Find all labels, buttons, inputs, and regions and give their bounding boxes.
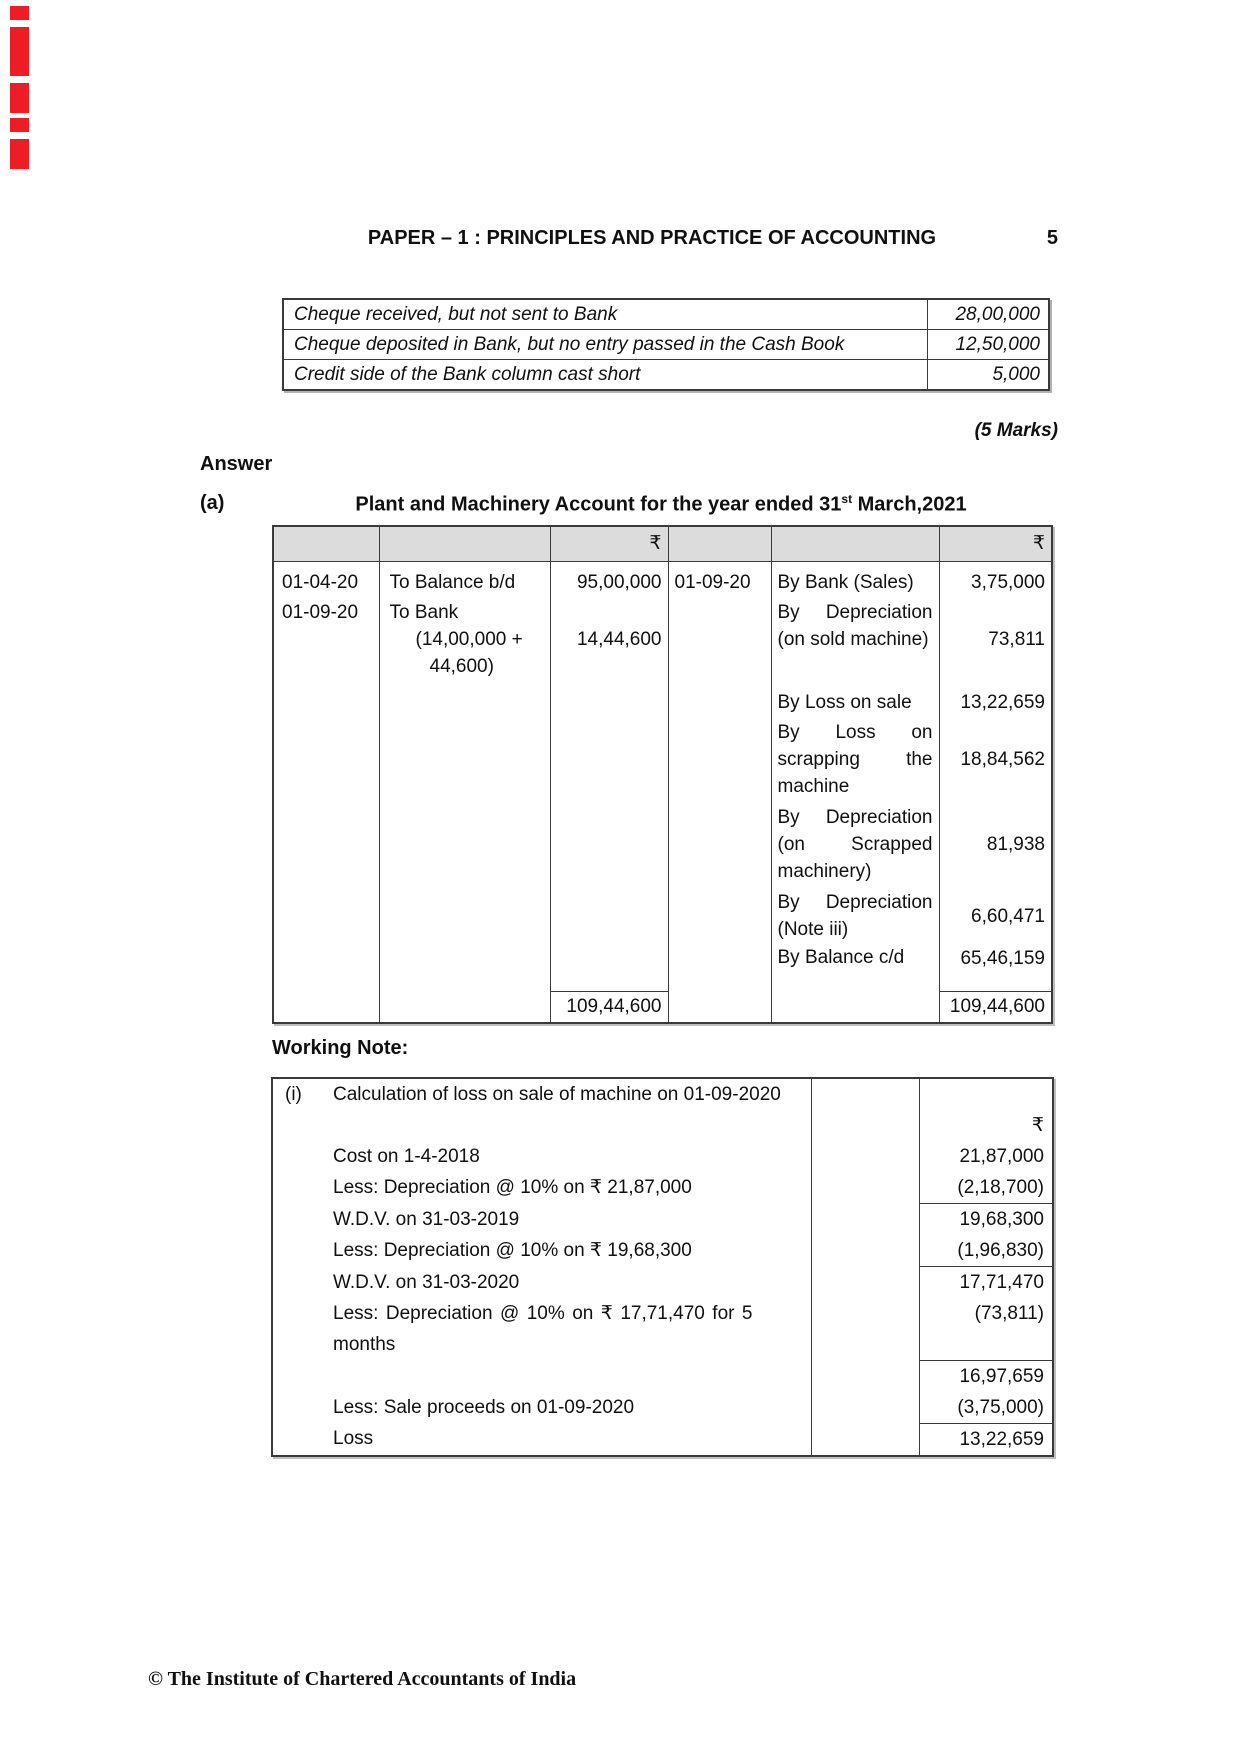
ledger-title-superscript: st (841, 492, 853, 506)
table-row (272, 1360, 1053, 1392)
note-label: W.D.V. on 31-03-2019 (272, 1204, 811, 1236)
note-label: Less: Depreciation @ 10% on ₹ 19,68,300 (272, 1235, 811, 1267)
debit-particulars (379, 561, 550, 991)
empty-cell (919, 1078, 1053, 1110)
table-row (272, 1078, 1053, 1110)
item-amount: 28,00,000 (927, 299, 1049, 330)
note-label: Less: Sale proceeds on 01-09-2020 (272, 1392, 811, 1424)
note-amount: 13,22,659 (919, 1423, 1053, 1456)
debit-date: 01-09-20 (282, 601, 359, 623)
empty-cell (811, 1392, 919, 1424)
ledger-title-text: Plant and Machinery Account for the year ended 31 (355, 493, 842, 516)
empty-cell (668, 991, 771, 1023)
table-row (272, 1392, 1053, 1424)
note-label: W.D.V. on 31-03-2020 (272, 1267, 811, 1299)
note-label: Less: Depreciation @ 10% on ₹ 17,71,470 for 5 months (272, 1298, 811, 1360)
item-amount: 5,000 (927, 360, 1049, 391)
entry-line: (14,00,000 + (415, 628, 523, 650)
note-amount: (73,811) (919, 1298, 1053, 1360)
table-row (272, 1235, 1053, 1267)
empty-cell (811, 1110, 919, 1141)
note-label: Loss (272, 1423, 811, 1456)
ledger-body-row (273, 561, 1052, 991)
empty-cell (811, 1423, 919, 1456)
page-header (272, 227, 1058, 250)
redaction-mark (10, 27, 29, 76)
header-title: PAPER – 1 : PRINCIPLES AND PRACTICE OF ACCOUNTING (367, 227, 937, 249)
note-number: (i) (285, 1084, 302, 1105)
table-row (272, 1141, 1053, 1172)
table-row (272, 1298, 1053, 1360)
redaction-mark (10, 139, 29, 169)
table-row (283, 299, 1049, 330)
entry-line: 44,600) (429, 655, 494, 677)
answer-part-title (200, 492, 1050, 517)
note-title: Calculation of loss on sale of machine on 01-09-2020 (333, 1084, 781, 1105)
amount: 65,46,159 (960, 947, 1045, 969)
credit-amounts (939, 561, 1052, 991)
copyright-footer: © The Institute of Chartered Accountants of India (148, 1668, 577, 1690)
header-cell (668, 526, 771, 561)
note-label: Less: Depreciation @ 10% on ₹ 21,87,000 (272, 1172, 811, 1204)
table-row (283, 330, 1049, 360)
currency-header: ₹ (939, 526, 1052, 561)
amount: 13,22,659 (960, 691, 1045, 713)
ledger-entry (390, 599, 546, 680)
part-label: (a) (200, 492, 225, 514)
header-cell (379, 526, 550, 561)
credit-particulars (771, 561, 939, 991)
note-amount: (1,96,830) (919, 1235, 1053, 1267)
table-row (272, 1110, 1053, 1141)
currency-header: ₹ (550, 526, 668, 561)
note-title-cell (272, 1078, 811, 1110)
header-cell (273, 526, 379, 561)
table-row (283, 360, 1049, 391)
credit-date: 01-09-20 (674, 571, 751, 593)
table-row (272, 1423, 1053, 1456)
marks-note: (5 Marks) (974, 420, 1058, 441)
empty-cell (811, 1172, 919, 1204)
ledger-entry: By Depreciation (Note iii) (777, 891, 933, 940)
empty-cell (379, 991, 550, 1023)
empty-cell (811, 1298, 919, 1360)
amount: 6,60,471 (971, 905, 1045, 927)
working-note-heading: Working Note: (272, 1037, 409, 1059)
plant-machinery-ledger-table (272, 525, 1053, 1024)
ledger-header-row (273, 526, 1052, 561)
ledger-entry: By Depreciation (on sold machine) (777, 601, 933, 650)
working-note-table (271, 1077, 1054, 1457)
redaction-mark (10, 6, 29, 20)
bank-reconciliation-table (282, 298, 1050, 391)
note-amount: 21,87,000 (919, 1141, 1053, 1172)
page-number: 5 (1046, 227, 1058, 249)
empty-cell (811, 1141, 919, 1172)
amount: 81,938 (986, 833, 1045, 855)
empty-cell (811, 1267, 919, 1299)
amount: 18,84,562 (960, 748, 1045, 770)
currency-header: ₹ (919, 1110, 1053, 1141)
item-label: Cheque deposited in Bank, but no entry passed in the Cash Book (283, 330, 927, 360)
answer-heading: Answer (200, 453, 273, 475)
empty-cell (272, 1110, 811, 1141)
ledger-entry: By Balance c/d (777, 946, 905, 968)
item-amount: 12,50,000 (927, 330, 1049, 360)
ledger-title-suffix: March,2021 (852, 493, 967, 516)
amount: 14,44,600 (576, 628, 662, 650)
credit-dates (668, 561, 771, 991)
ledger-entry: By Depreciation (on Scrapped machinery) (777, 806, 933, 882)
ledger-title (272, 492, 1050, 517)
empty-cell (273, 991, 379, 1023)
amount: 95,00,000 (576, 571, 662, 593)
redaction-mark (10, 118, 29, 132)
empty-cell (771, 991, 939, 1023)
debit-amounts (550, 561, 668, 991)
empty-cell (811, 1360, 919, 1392)
table-row (272, 1204, 1053, 1236)
empty-cell (811, 1078, 919, 1110)
item-label: Credit side of the Bank column cast short (283, 360, 927, 391)
ledger-entry: By Bank (Sales) (777, 571, 914, 593)
ledger-entry: By Loss on sale (777, 691, 912, 713)
debit-dates (273, 561, 379, 991)
entry-line: To Bank (389, 601, 459, 623)
debit-date: 01-04-20 (282, 571, 359, 593)
header-cell (771, 526, 939, 561)
table-row (272, 1172, 1053, 1204)
amount: 3,75,000 (971, 571, 1045, 593)
note-amount: 16,97,659 (919, 1360, 1053, 1392)
credit-total: 109,44,600 (939, 991, 1052, 1023)
note-amount: (3,75,000) (919, 1392, 1053, 1424)
table-row (272, 1267, 1053, 1299)
redaction-mark (10, 83, 29, 113)
ledger-entry: To Balance b/d (389, 571, 516, 593)
debit-total: 109,44,600 (550, 991, 668, 1023)
note-label: Cost on 1-4-2018 (272, 1141, 811, 1172)
note-amount: (2,18,700) (919, 1172, 1053, 1204)
note-amount: 17,71,470 (919, 1267, 1053, 1299)
item-label: Cheque received, but not sent to Bank (283, 299, 927, 330)
amount: 73,811 (988, 628, 1045, 650)
ledger-entry: By Loss on scrapping the machine (777, 721, 933, 797)
ledger-total-row (273, 991, 1052, 1023)
note-amount: 19,68,300 (919, 1204, 1053, 1236)
empty-cell (811, 1204, 919, 1236)
note-label (272, 1360, 811, 1392)
empty-cell (811, 1235, 919, 1267)
